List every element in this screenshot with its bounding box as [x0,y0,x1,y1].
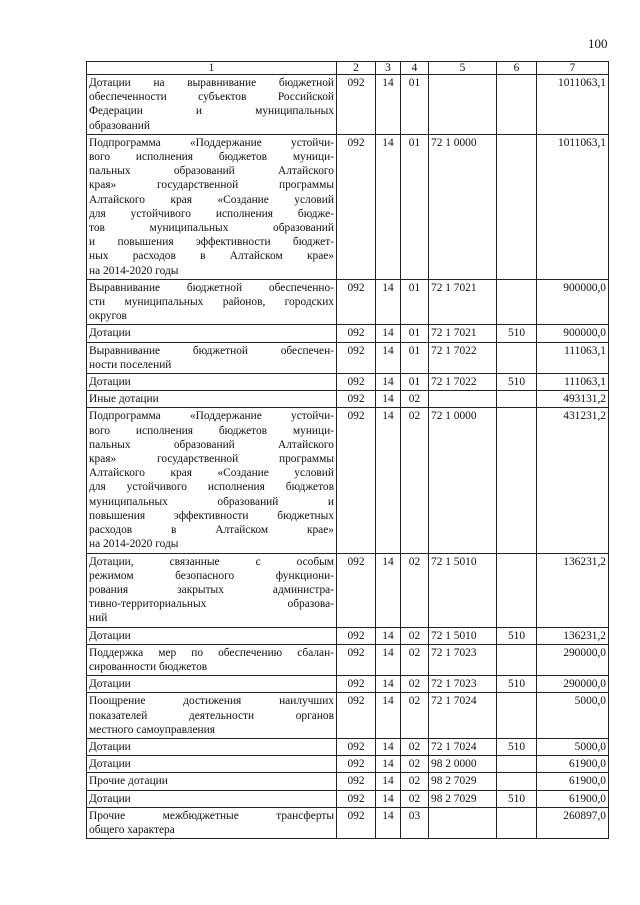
subsection-code: 02 [401,676,429,693]
row-name [87,756,337,773]
row-name-line: на 2014-2020 годы [89,264,179,277]
row-name-line: Поддержка мер по обеспечению сбалан- [89,646,334,659]
row-name-line: края» государственной программы [89,453,334,466]
amount-value: 431231,2 [537,408,609,553]
expense-type-code [497,134,537,279]
column-header: 1 [87,62,337,75]
row-name-line: Прочие межбюджетные трансферты [89,809,334,822]
row-name-line: Иные дотации [89,393,159,406]
row-name [87,790,337,807]
subsection-code: 01 [401,134,429,279]
subsection-code: 01 [401,75,429,135]
expense-type-code [497,773,537,790]
row-name-line: показателей деятельности органов [89,709,334,722]
subsection-code: 02 [401,693,429,739]
target-article-code: 72 1 5010 [429,627,497,644]
row-name-line: Дотации [89,678,131,691]
amount-value: 260897,0 [537,807,609,838]
section-code: 14 [376,738,401,755]
row-name-line: тивно-территориальных образова- [89,598,334,611]
expense-type-code [497,644,537,675]
column-header: 7 [537,62,609,75]
row-name-line: округов [89,310,127,323]
subsection-code: 02 [401,773,429,790]
subsection-code: 02 [401,553,429,627]
target-article-code: 98 2 0000 [429,756,497,773]
ministry-code: 092 [337,738,376,755]
amount-value: 61900,0 [537,756,609,773]
row-name-line: Дотации, связанные с особым [89,555,334,568]
target-article-code: 72 1 0000 [429,408,497,553]
target-article-code: 72 1 7023 [429,644,497,675]
expense-type-code: 510 [497,374,537,391]
amount-value: 1011063,1 [537,134,609,279]
row-name-line: Федерации и муниципальных [89,105,334,118]
row-name-line: для устойчивого исполнения бюдже- [89,207,334,220]
table-row [87,756,609,773]
section-code: 14 [376,644,401,675]
row-name-line: Подпрограмма «Поддержание устойчи- [89,136,334,149]
row-name-line: сированности бюджетов [89,660,208,673]
expense-type-code: 510 [497,676,537,693]
row-name [87,553,337,627]
section-code: 14 [376,325,401,342]
row-name-line: на 2014-2020 годы [89,538,179,551]
ministry-code: 092 [337,773,376,790]
target-article-code: 98 2 7029 [429,773,497,790]
section-code: 14 [376,756,401,773]
subsection-code: 01 [401,325,429,342]
row-name-line: режимом безопасного функциони- [89,569,334,582]
expense-type-code [497,391,537,408]
row-name-line: Алтайского края «Создание условий [89,193,334,206]
table-row [87,279,609,325]
row-name [87,391,337,408]
expense-type-code [497,342,537,373]
subsection-code: 02 [401,738,429,755]
ministry-code: 092 [337,391,376,408]
ministry-code: 092 [337,807,376,838]
row-name-line: общего характера [89,823,175,836]
row-name-line: Выравнивание бюджетной обеспечен- [89,344,334,357]
ministry-code: 092 [337,374,376,391]
expense-type-code [497,807,537,838]
ministry-code: 092 [337,325,376,342]
row-name [87,693,337,739]
row-name [87,374,337,391]
amount-value: 111063,1 [537,374,609,391]
amount-value: 493131,2 [537,391,609,408]
table-row [87,325,609,342]
row-name-line: ных расходов в Алтайском крае» [89,250,334,263]
amount-value: 136231,2 [537,627,609,644]
table-row [87,374,609,391]
row-name-line: рования закрытых администра- [89,583,334,596]
subsection-code: 02 [401,408,429,553]
ministry-code: 092 [337,134,376,279]
ministry-code: 092 [337,408,376,553]
row-name-line: Дотации [89,327,131,340]
table-header-row [87,62,609,75]
ministry-code: 092 [337,75,376,135]
table-row [87,391,609,408]
subsection-code: 02 [401,756,429,773]
target-article-code: 72 1 5010 [429,553,497,627]
row-name-line: повышения эффективности бюджетных [89,509,334,522]
amount-value: 61900,0 [537,790,609,807]
amount-value: 5000,0 [537,738,609,755]
section-code: 14 [376,627,401,644]
table-row [87,134,609,279]
row-name-line: сти муниципальных районов, городских [89,296,334,309]
row-name [87,807,337,838]
expense-type-code [497,408,537,553]
row-name [87,342,337,373]
section-code: 14 [376,391,401,408]
row-name [87,279,337,325]
expense-type-code [497,279,537,325]
section-code: 14 [376,676,401,693]
subsection-code: 02 [401,391,429,408]
expense-type-code [497,693,537,739]
ministry-code: 092 [337,279,376,325]
row-name-line: Прочие дотации [89,775,168,788]
target-article-code: 72 1 0000 [429,134,497,279]
row-name-line: вого исполнения бюджетов муници- [89,424,334,437]
table-body [87,75,609,839]
ministry-code: 092 [337,790,376,807]
row-name-line: местного самоуправления [89,723,215,736]
subsection-code: 02 [401,644,429,675]
target-article-code [429,391,497,408]
section-code: 14 [376,790,401,807]
row-name [87,408,337,553]
row-name-line: Дотации на выравнивание бюджетной [89,77,334,89]
subsection-code: 03 [401,807,429,838]
section-code: 14 [376,693,401,739]
subsection-code: 01 [401,342,429,373]
row-name-line: Дотации [89,740,131,753]
ministry-code: 092 [337,693,376,739]
ministry-code: 092 [337,342,376,373]
target-article-code: 72 1 7021 [429,325,497,342]
subsection-code: 02 [401,627,429,644]
expense-type-code: 510 [497,627,537,644]
table-row [87,553,609,627]
target-article-code: 72 1 7022 [429,342,497,373]
target-article-code: 98 2 7029 [429,790,497,807]
row-name-line: Дотации [89,629,131,642]
column-header: 6 [497,62,537,75]
row-name-line: муниципальных образований и [89,495,334,508]
row-name-line: ний [89,612,108,625]
row-name-line: для устойчивого исполнения бюджетов [89,481,334,494]
target-article-code: 72 1 7024 [429,693,497,739]
row-name-line: пальных образований Алтайского [89,438,334,451]
row-name-line: Дотации [89,758,131,771]
section-code: 14 [376,553,401,627]
row-name-line: ности поселений [89,358,172,371]
column-header: 5 [429,62,497,75]
row-name-line: обеспеченности субъектов Российской [89,91,334,104]
expense-type-code: 510 [497,325,537,342]
amount-value: 290000,0 [537,676,609,693]
row-name-line: и повышения эффективности бюджет- [89,236,334,249]
amount-value: 900000,0 [537,325,609,342]
section-code: 14 [376,408,401,553]
amount-value: 900000,0 [537,279,609,325]
ministry-code: 092 [337,756,376,773]
row-name [87,738,337,755]
row-name-line: Дотации [89,376,131,389]
subsection-code: 01 [401,374,429,391]
table-row [87,738,609,755]
ministry-code: 092 [337,644,376,675]
ministry-code: 092 [337,553,376,627]
section-code: 14 [376,134,401,279]
target-article-code [429,807,497,838]
row-name-line: Подпрограмма «Поддержание устойчи- [89,410,334,423]
amount-value: 61900,0 [537,773,609,790]
row-name-line: Выравнивание бюджетной обеспеченно- [89,281,334,294]
budget-table [86,61,609,839]
row-name-line: тов муниципальных образований [89,222,334,235]
ministry-code: 092 [337,627,376,644]
expense-type-code [497,756,537,773]
target-article-code [429,75,497,135]
ministry-code: 092 [337,676,376,693]
table-row [87,676,609,693]
row-name-line: Алтайского края «Создание условий [89,467,334,480]
table-row [87,773,609,790]
amount-value: 136231,2 [537,553,609,627]
target-article-code: 72 1 7021 [429,279,497,325]
expense-type-code: 510 [497,790,537,807]
target-article-code: 72 1 7023 [429,676,497,693]
table-row [87,408,609,553]
subsection-code: 01 [401,279,429,325]
section-code: 14 [376,279,401,325]
page-number: 100 [588,36,608,51]
row-name-line: расходов в Алтайском крае» [89,524,334,537]
row-name-line: Дотации [89,792,131,805]
row-name-line: образований [89,119,150,132]
column-header: 4 [401,62,429,75]
target-article-code: 72 1 7022 [429,374,497,391]
section-code: 14 [376,342,401,373]
row-name-line: вого исполнения бюджетов муници- [89,151,334,164]
row-name [87,134,337,279]
expense-type-code [497,75,537,135]
amount-value: 111063,1 [537,342,609,373]
subsection-code: 02 [401,790,429,807]
amount-value: 290000,0 [537,644,609,675]
row-name [87,325,337,342]
row-name-line: края» государственной программы [89,179,334,192]
table-row [87,627,609,644]
row-name [87,75,337,135]
table-row [87,807,609,838]
target-article-code: 72 1 7024 [429,738,497,755]
row-name [87,627,337,644]
row-name [87,773,337,790]
table-row [87,75,609,135]
column-header: 3 [376,62,401,75]
expense-type-code: 510 [497,738,537,755]
expense-type-code [497,553,537,627]
section-code: 14 [376,807,401,838]
column-header: 2 [337,62,376,75]
section-code: 14 [376,75,401,135]
amount-value: 5000,0 [537,693,609,739]
row-name-line: пальных образований Алтайского [89,165,334,178]
row-name [87,676,337,693]
table-row [87,790,609,807]
section-code: 14 [376,374,401,391]
table-row [87,693,609,739]
table-row [87,342,609,373]
table-row [87,644,609,675]
amount-value: 1011063,1 [537,75,609,135]
section-code: 14 [376,773,401,790]
row-name-line: Поощрение достижения наилучших [89,695,334,708]
row-name [87,644,337,675]
